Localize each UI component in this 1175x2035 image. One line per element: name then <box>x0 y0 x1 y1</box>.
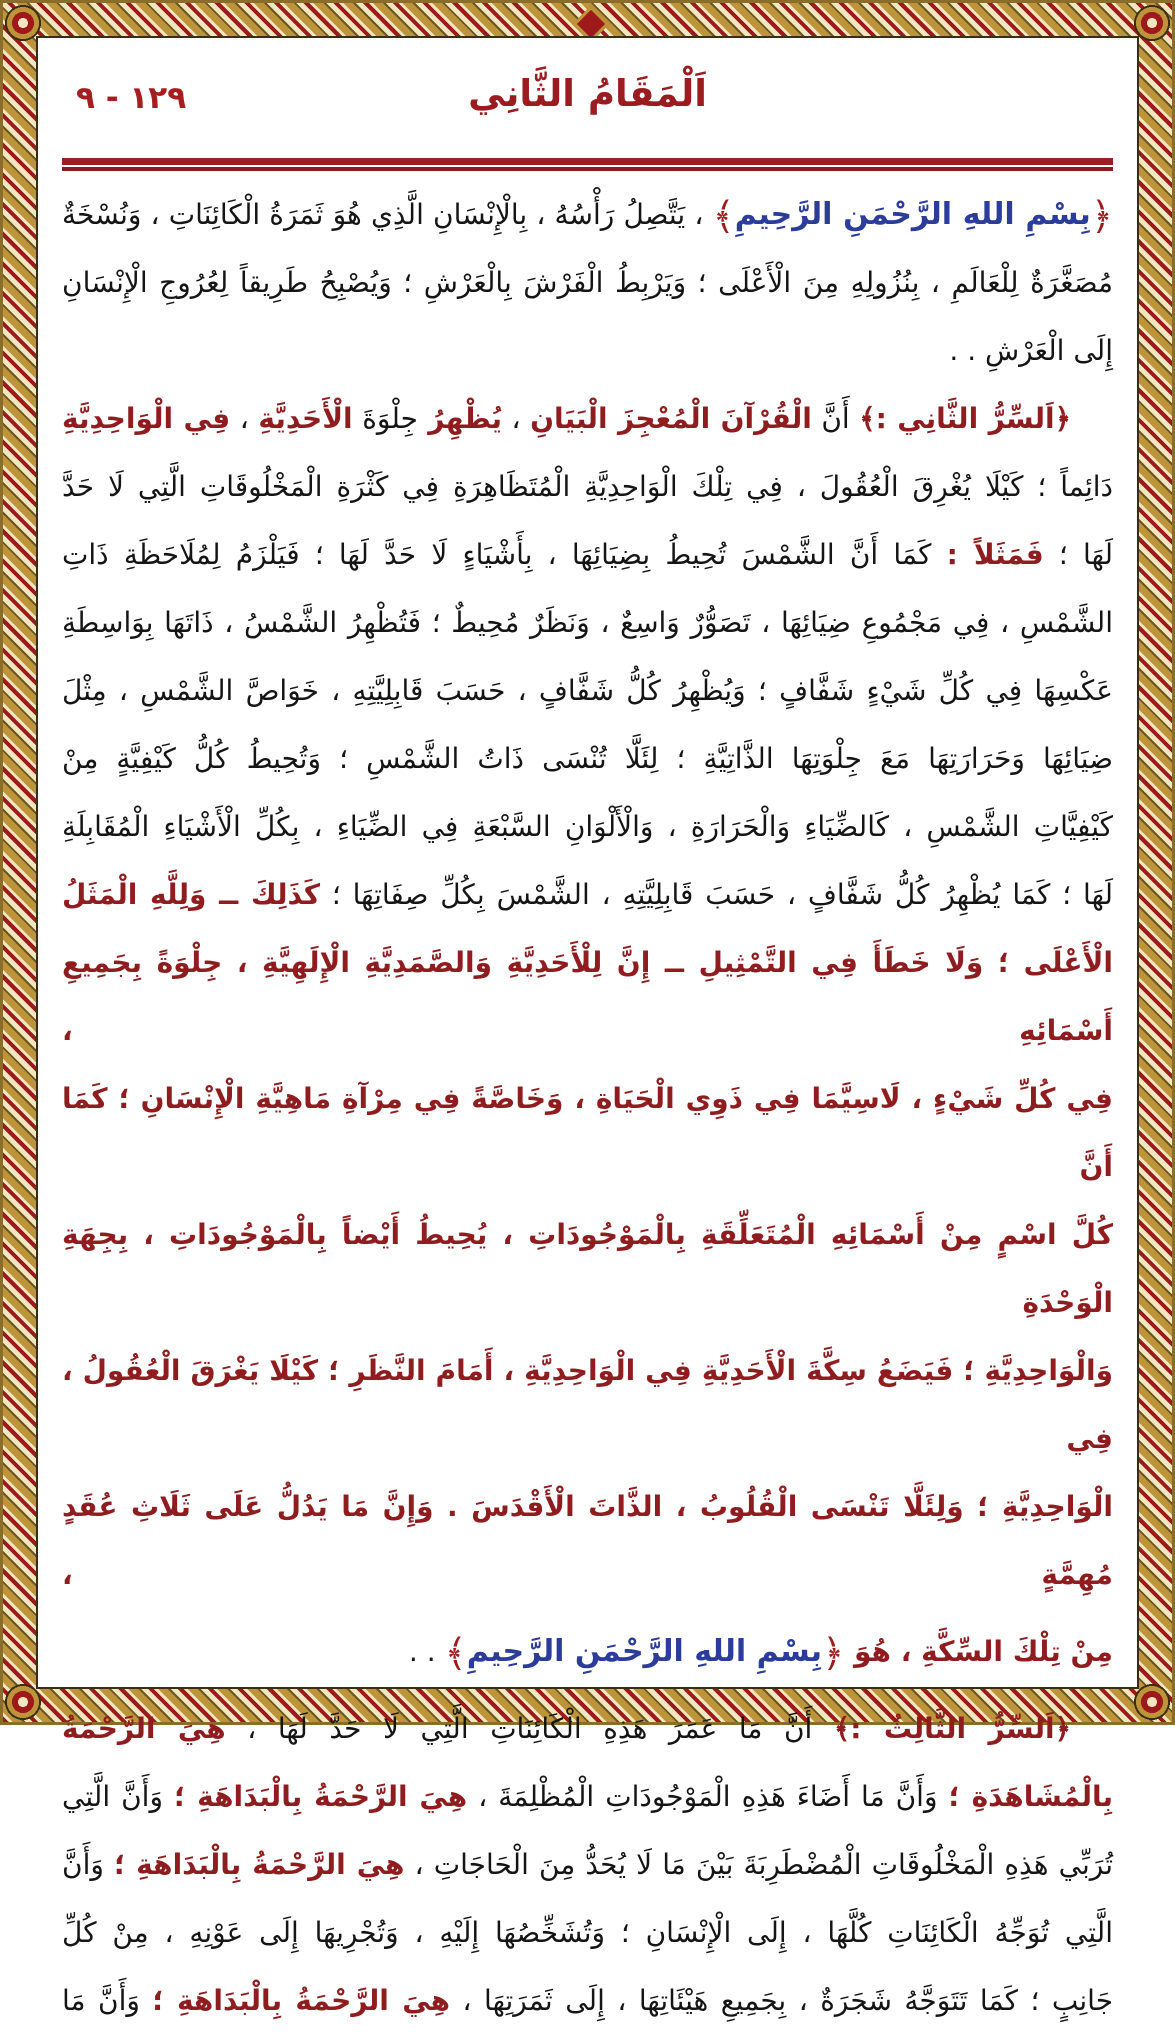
ornate-bracket: ﴿ <box>1090 194 1113 238</box>
text-segment: يُظْهِرُ <box>417 402 502 435</box>
text-segment: ﴿اَلسِّرُّ الثَّالِثُ :﴾ <box>833 1712 1071 1745</box>
text-segment: . . <box>408 1635 445 1668</box>
text-segment: بِالْمُشَاهَدَةِ ؛ <box>948 1780 1114 1813</box>
text-segment: هِيَ الرَّحْمَةُ بِالْبَدَاهَةِ ؛ <box>174 1780 468 1813</box>
text-segment: وَالْوَاحِدِيَّةِ ؛ فَيَضَعُ سِكَّةَ الْأَحَدِيَّةِ فِي الْوَاحِدِيَّةِ ، أَمَامَ النَّظَرِ ؛ كَيْلَا يَغْرَقَ الْعُقُولُ ، فِي <box>62 1354 1113 1455</box>
text-segment: وَأَنَّ الَّتِي <box>62 1780 175 1813</box>
text-segment: ، <box>230 402 259 435</box>
ornate-bracket: ﴾ <box>712 194 735 238</box>
text-segment: الْوَاحِدِيَّةِ ؛ وَلِئَلَّا تَنْسَى الْقُلُوبُ ، الذَّاتَ الْأَقْدَسَ . وَإِنَّ مَا يَدُلُّ عَلَى ثَلَاثِ عُقَدٍ مُهِمَّةٍ ، <box>62 1490 1113 1591</box>
text-segment: جِلْوَةَ <box>352 402 418 435</box>
text-line <box>62 1473 1113 1609</box>
text-line <box>62 521 1113 589</box>
text-line <box>62 1831 1113 1899</box>
text-line <box>62 861 1113 929</box>
paragraph-third-secret <box>62 1695 1113 2035</box>
text-segment: أَنَّ مَا عَمَرَ هَذِهِ الْكَائِنَاتِ الَّتِي لَا حَدَّ لَهَا ، <box>225 1712 834 1745</box>
text-segment: كُلَّ اسْمٍ مِنْ أَسْمَائِهِ الْمُتَعَلِّقَةِ بِالْمَوْجُودَاتِ ، يُحِيطُ أَيْضاً بِالْمَوْجُودَاتِ ، بِجِهَةِ الْوَحْدَةِ <box>62 1218 1113 1319</box>
text-line <box>62 249 1113 317</box>
text-line <box>62 1967 1113 2035</box>
text-line <box>62 1201 1113 1337</box>
text-segment: كَذَلِكَ ــ وَلِلَّهِ الْمَثَلُ <box>62 878 320 911</box>
text-line <box>62 725 1113 793</box>
text-segment: الْأَعْلَى ؛ وَلَا خَطَأَ فِي التَّمْثِيلِ ــ إِنَّ لِلْأَحَدِيَّةِ وَالصَّمَدِيَّةِ الْإِلَهِيَّةِ ، جِلْوَةً بِجَمِيعِ أَسْمَائِهِ ، <box>62 946 1113 1047</box>
text-segment: مُصَغَّرَةٌ لِلْعَالَمِ ، بِنُزُولِهِ مِنَ الْأَعْلَى ؛ وَيَرْبِطُ الْفَرْشَ بِالْعَرْشِ ؛ وَيُصْبِحُ طَرِيقاً لِعُرُوجِ الْإِنْسَانِ <box>62 266 1113 299</box>
text-segment: لَهَا ؛ <box>1043 538 1114 571</box>
header-double-rule <box>62 158 1113 171</box>
text-segment: فَمَثَلاً : <box>946 538 1044 571</box>
text-segment: فِي كُلِّ شَيْءٍ ، لَاسِيَّمَا فِي ذَوِي الْحَيَاةِ ، وَخَاصَّةً فِي مِرْآةِ مَاهِيَّةِ الْإِنْسَانِ ؛ كَمَا أَنَّ <box>62 1082 1113 1183</box>
text-segment: ، يَتَّصِلُ رَأْسُهُ ، بِالْإِنْسَانِ الَّذِي هُوَ ثَمَرَةُ الْكَائِنَاتِ ، وَنُسْخَةٌ <box>62 198 713 231</box>
text-segment: الشَّمْسِ ، فِي مَجْمُوعِ ضِيَائِهَا ، تَصَوُّرٌ وَاسِعٌ ، وَنَظَرٌ مُحِيطٌ ؛ فَتُظْهِرُ الشَّمْسُ ، ذَاتَهَا بِوَاسِطَةِ <box>62 606 1113 639</box>
bismillah-text: بِسْمِ اللهِ الرَّحْمَنِ الرَّحِيمِ <box>466 1634 822 1669</box>
text-line <box>62 317 1113 385</box>
page-content-area <box>36 36 1139 2017</box>
text-segment: الَّتِي تُوَجِّهُ الْكَائِنَاتِ كُلَّهَا ، إِلَى الْإِنْسَانِ ؛ وَتُشَخِّصُهَا إِلَيْهِ ، وَتُجْرِيهَا إِلَى عَوْنِهِ ، مِنْ كُلِّ <box>62 1916 1113 1949</box>
paragraph-second-secret <box>62 385 1113 1695</box>
text-segment: وَأَنَّ <box>62 1848 114 1881</box>
page-header <box>62 66 1113 144</box>
text-segment: ضِيَائِهَا وَحَرَارَتِهَا مَعَ جِلْوَتِهَا الذَّاتِيَّةِ ؛ لِئَلَّا تُنْسَى ذَاتُ الشَّمْسِ ؛ وَتُحِيطُ كُلُّ كَيْفِيَّةٍ مِنْ <box>62 742 1113 775</box>
text-line <box>62 1609 1113 1695</box>
text-segment: إِلَى الْعَرْشِ . . <box>949 334 1113 367</box>
body-text <box>62 181 1113 2035</box>
text-segment: لَهَا ؛ كَمَا يُظْهِرُ كُلُّ شَفَّافٍ ، حَسَبَ قَابِلِيَّتِهِ ، الشَّمْسَ بِكُلِّ صِفَاتِهَا ؛ <box>320 878 1114 911</box>
text-segment: وَأَنَّ مَا أَضَاءَ هَذِهِ الْمَوْجُودَاتِ الْمُظْلِمَةَ ، <box>467 1780 949 1813</box>
text-line <box>62 929 1113 1065</box>
text-segment: كَمَا أَنَّ الشَّمْسَ تُحِيطُ بِضِيَائِهَا ، بِأَشْيَاءٍ لَا حَدَّ لَهَا ؛ فَيَلْزَمُ لِمُلَاحَظَةِ ذَاتِ <box>62 538 947 571</box>
text-line <box>62 453 1113 521</box>
text-segment: فِي الْوَاحِدِيَّةِ <box>62 402 231 435</box>
text-line <box>62 385 1113 453</box>
text-line <box>62 1337 1113 1473</box>
text-segment: جَانِبٍ ؛ كَمَا تَتَوَجَّهُ شَجَرَةٌ ، بِجَمِيعِ هَيْئَاتِهَا ، إِلَى ثَمَرَتِهَا ، <box>450 1984 1114 2017</box>
text-segment: هِيَ الرَّحْمَةُ بِالْبَدَاهَةِ ؛ <box>152 1984 450 2017</box>
ornate-bracket: ﴾ <box>444 1631 467 1675</box>
text-segment: أَنَّ <box>811 402 860 435</box>
text-line <box>62 181 1113 249</box>
text-line <box>62 793 1113 861</box>
text-line <box>62 1763 1113 1831</box>
text-segment: الْأَحَدِيَّةِ <box>258 402 353 435</box>
text-segment: ﴿اَلسِّرُّ الثَّانِي :﴾ <box>859 402 1071 435</box>
text-segment: وَأَنَّ مَا <box>62 1984 153 2017</box>
text-segment: كَيْفِيَّاتِ الشَّمْسِ ، كَالضِّيَاءِ وَالْحَرَارَةِ ، وَالْأَلْوَانِ السَّبْعَةِ فِي الضِّيَاءِ ، بِكُلِّ الْأَشْيَاءِ الْمُقَابِلَةِ <box>62 810 1113 843</box>
text-line <box>62 589 1113 657</box>
text-segment: عَكْسِهَا فِي كُلِّ شَيْءٍ شَفَّافٍ ؛ وَيُظْهِرُ كُلُّ شَفَّافٍ ، حَسَبَ قَابِلِيَّتِهِ ، خَوَاصَّ الشَّمْسِ ، مِثْلَ <box>62 674 1113 707</box>
bismillah-text: بِسْمِ اللهِ الرَّحْمَنِ الرَّحِيمِ <box>734 197 1091 232</box>
page-title: اَلْمَقَامُ الثَّانِي <box>468 72 707 115</box>
text-segment: الْقُرْآنَ الْمُعْجِزَ الْبَيَانِ <box>530 402 812 435</box>
text-line <box>62 1899 1113 1967</box>
text-line <box>62 1065 1113 1201</box>
text-segment: تُرَبِّي هَذِهِ الْمَخْلُوقَاتِ الْمُضْطَرِبَةَ بَيْنَ مَا لَا يُحَدُّ مِنَ الْحَاجَاتِ ، <box>404 1848 1114 1881</box>
text-segment: هِيَ الرَّحْمَةُ <box>62 1712 226 1745</box>
text-segment: مِنْ تِلْكَ السِّكَّةِ ، هُوَ <box>844 1635 1113 1668</box>
text-segment: ، <box>502 402 531 435</box>
text-segment: هِيَ الرَّحْمَةُ بِالْبَدَاهَةِ ؛ <box>114 1848 405 1881</box>
ornate-bracket: ﴿ <box>821 1631 845 1675</box>
paragraph-opening <box>62 181 1113 385</box>
page-number: ١٢٩ - ٩ <box>76 80 187 116</box>
text-segment: دَائِماً ؛ كَيْلَا يُغْرِقَ الْعُقُولَ ، فِي تِلْكَ الْوَاحِدِيَّةِ الْمُتَظَاهِرَةِ فِي كَثْرَةِ الْمَخْلُوقَاتِ الَّتِي لَا حَدَّ <box>62 470 1113 503</box>
text-line <box>62 1695 1113 1763</box>
text-line <box>62 657 1113 725</box>
